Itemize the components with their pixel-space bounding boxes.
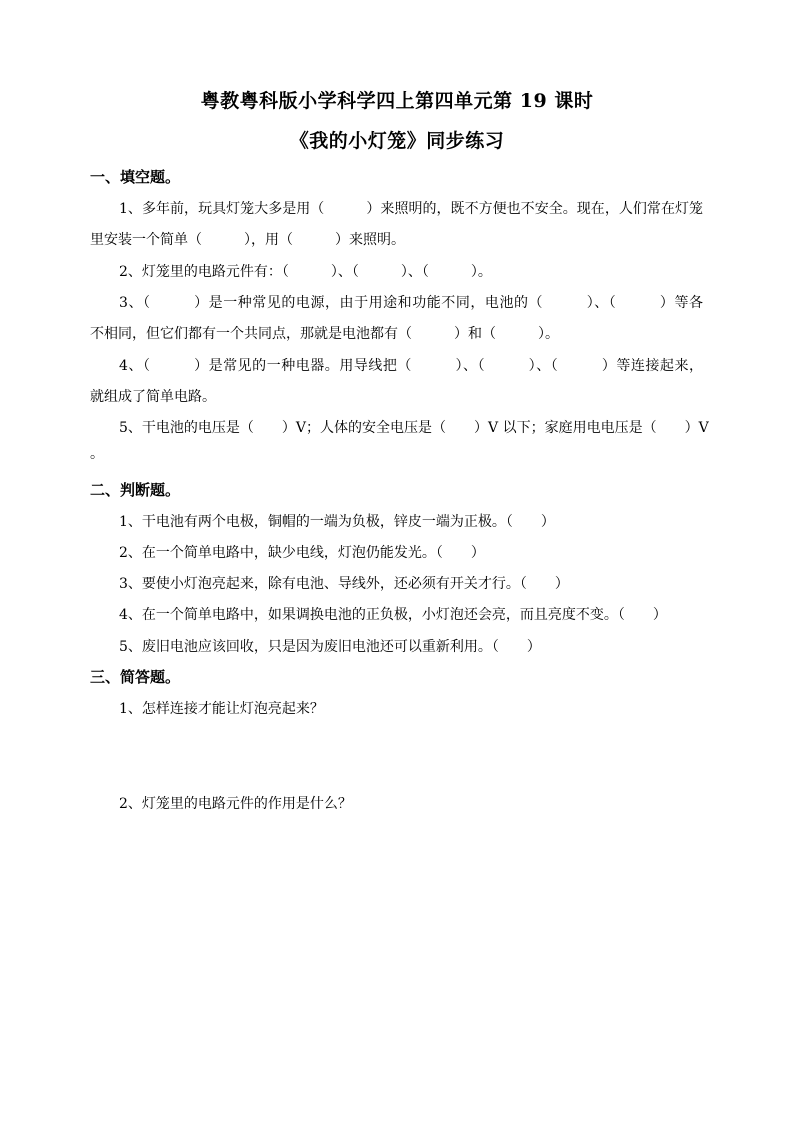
question-text: 4、（ ）是常见的一种电器。用导线把（ ）、（ ）、（ ）等连接起来， [119, 358, 703, 374]
question-text: 3、要使小灯泡亮起来，除有电池、导线外，还必须有开关才行。（ ） [119, 576, 569, 592]
section-heading-true-false: 二、判断题。 [90, 481, 181, 499]
section-heading-fill-blank: 一、填空题。 [90, 168, 181, 186]
page-subtitle: 《我的小灯笼》同步练习 [289, 130, 505, 152]
section-heading-short-answer: 三、简答题。 [90, 668, 181, 686]
question-text: 2、灯笼里的电路元件有：（ ）、（ ）、（ ）。 [119, 264, 492, 280]
question-text: 5、废旧电池应该回收，只是因为废旧电池还可以重新利用。（ ） [119, 639, 541, 655]
question-text: 1、干电池有两个电极，铜帽的一端为负极，锌皮一端为正极。（ ） [119, 514, 555, 530]
question-text: 就组成了简单电路。 [90, 389, 216, 405]
question-text: 4、在一个简单电路中，如果调换电池的正负极，小灯泡还会亮，而且亮度不变。（ ） [119, 607, 667, 623]
question-text: 。 [90, 446, 104, 462]
question-text: 5、干电池的电压是（ ）V；人体的安全电压是（ ）V 以下；家庭用电电压是（ ）V [119, 420, 709, 436]
question-text: 3、（ ）是一种常见的电源，由于用途和功能不同，电池的（ ）、（ ）等各 [119, 295, 703, 311]
question-text: 里安装一个简单（ ），用（ ）来照明。 [90, 232, 405, 248]
question-text: 不相同，但它们都有一个共同点，那就是电池都有（ ）和（ ）。 [90, 326, 559, 342]
question-text: 1、怎样连接才能让灯泡亮起来？ [119, 701, 324, 717]
question-text: 1、多年前，玩具灯笼大多是用（ ）来照明的，既不方便也不安全。现在，人们常在灯笼 [119, 201, 703, 217]
page-title: 粤教粤科版小学科学四上第四单元第 19 课时 [200, 90, 594, 112]
question-text: 2、在一个简单电路中，缺少电线，灯泡仍能发光。（ ） [119, 545, 485, 561]
question-text: 2、灯笼里的电路元件的作用是什么？ [119, 796, 352, 812]
